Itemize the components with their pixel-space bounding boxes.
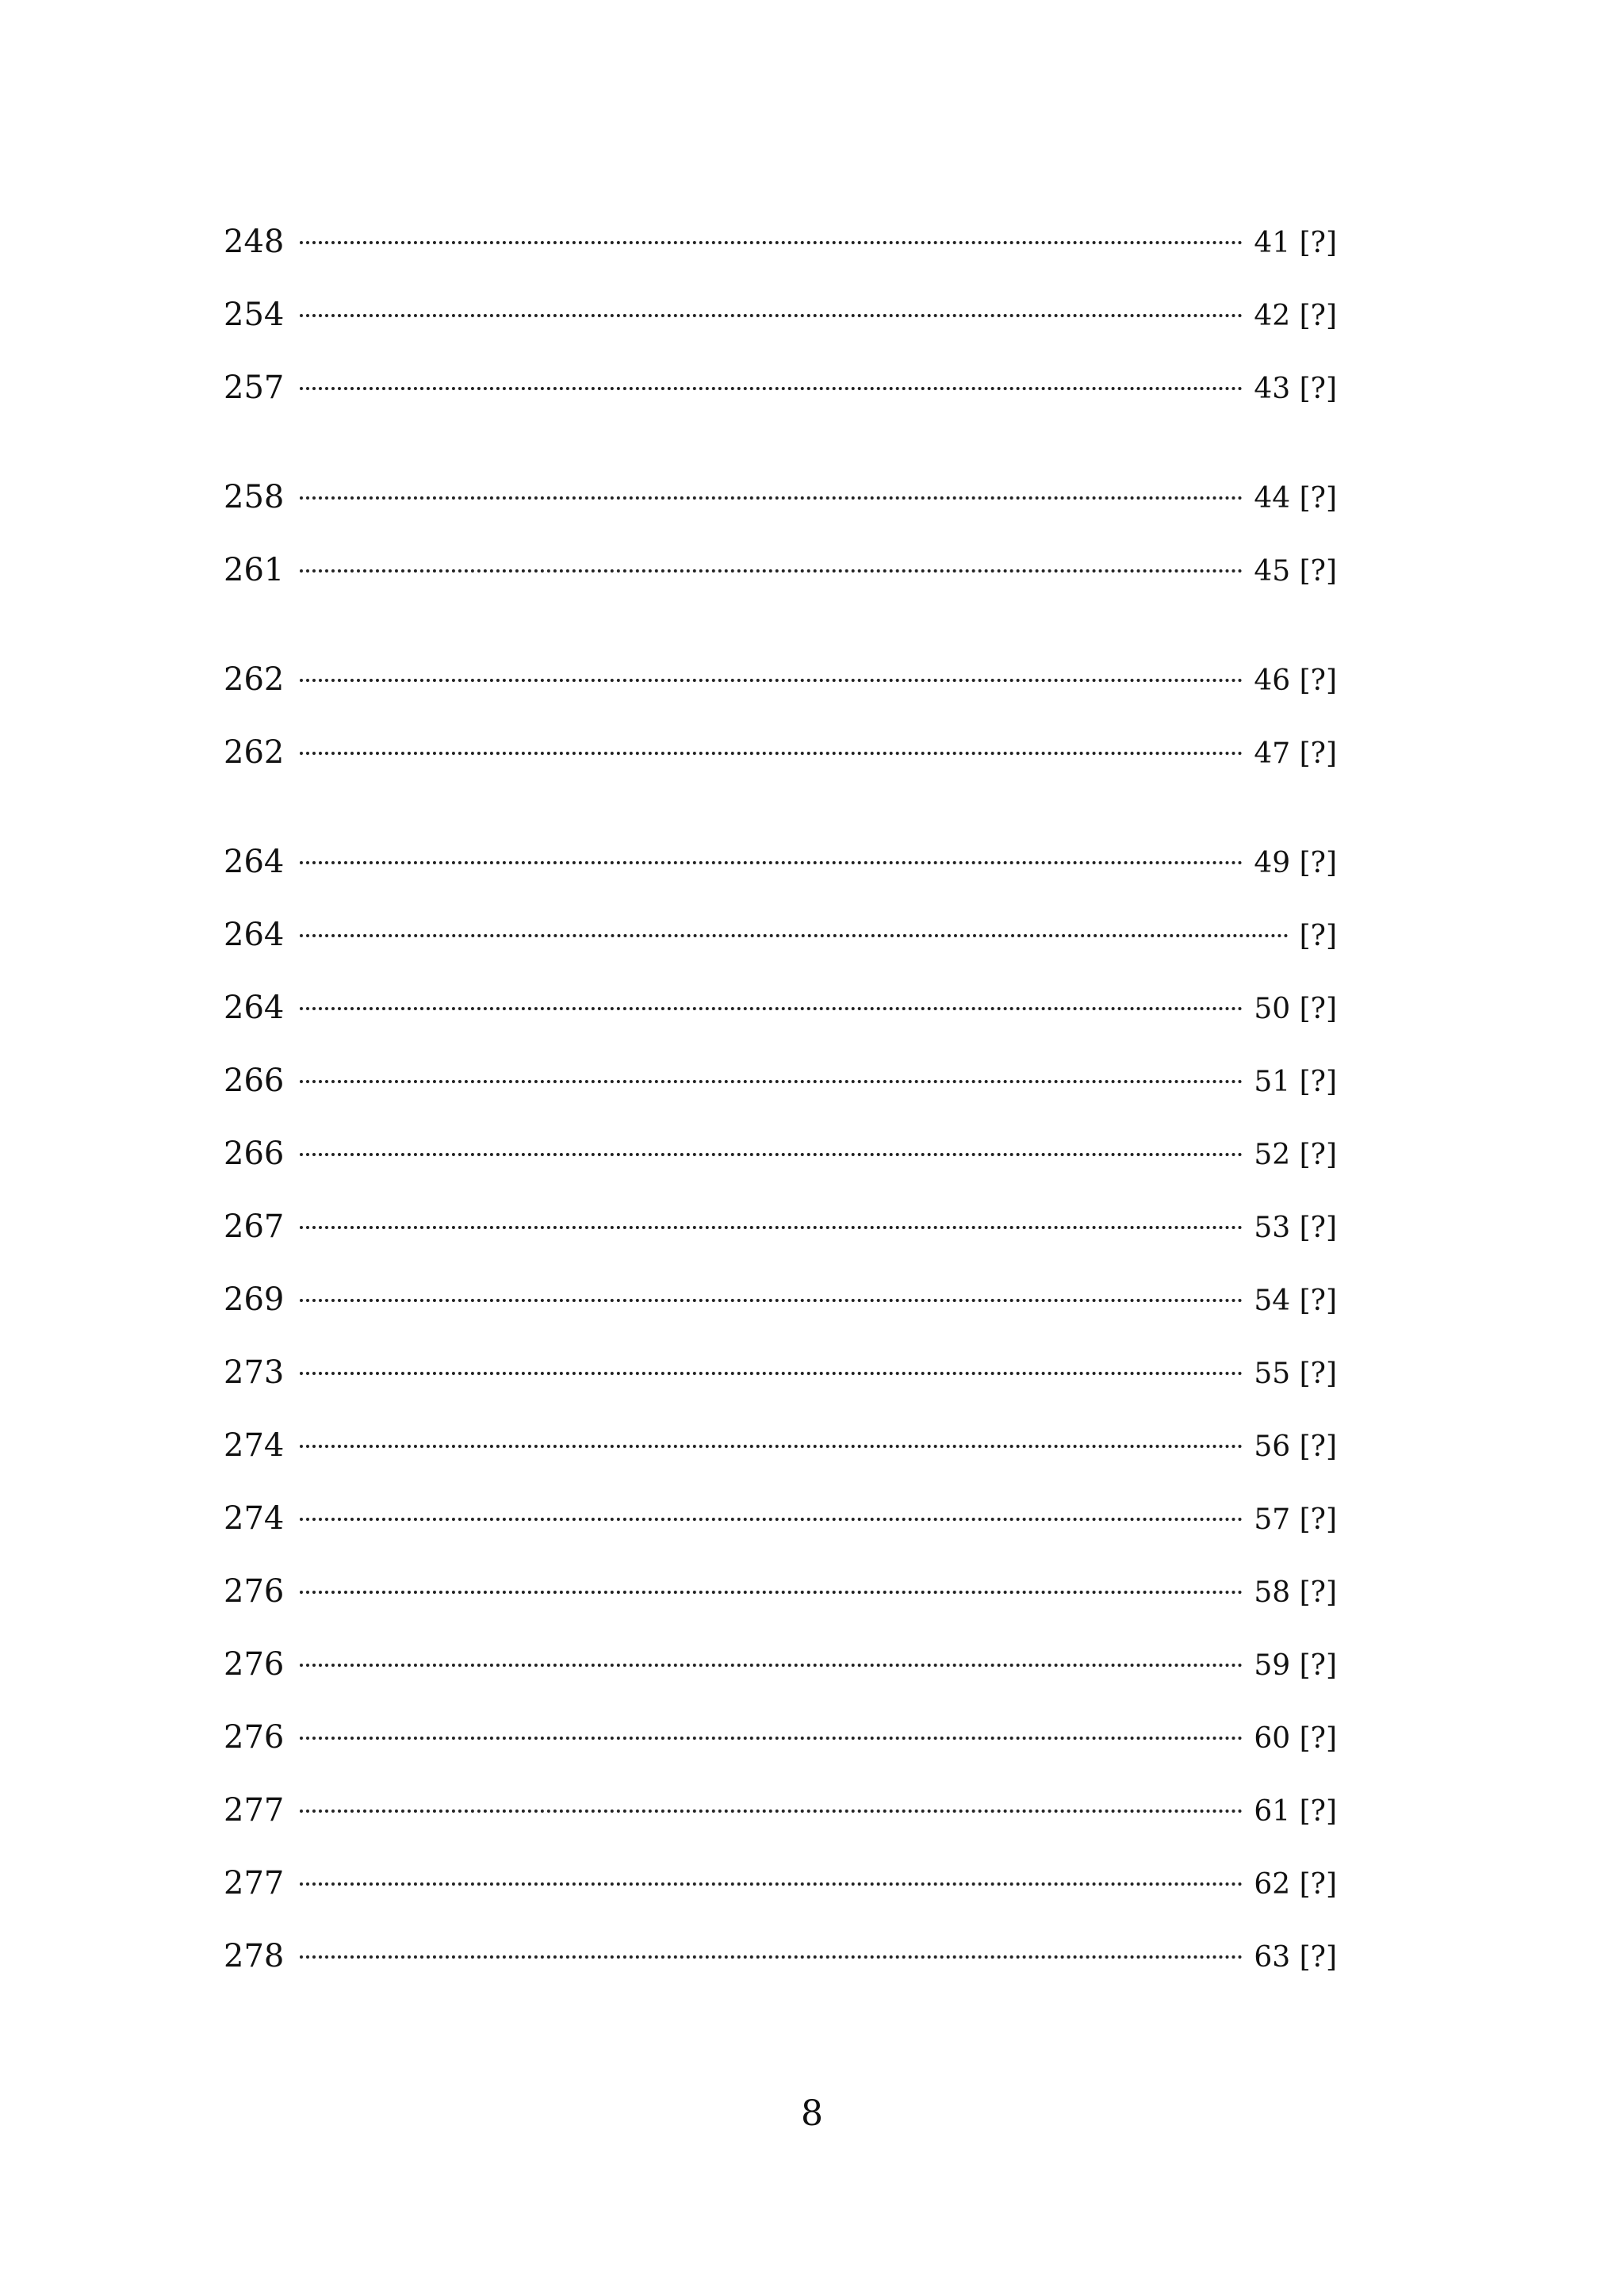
toc-page-number: 262: [224, 734, 285, 771]
toc-page-number: 274: [224, 1427, 285, 1464]
dot-leader: [300, 1664, 1243, 1667]
toc-entry-title: 46 [?]: [1254, 664, 1337, 697]
toc-page-number: 266: [224, 1063, 285, 1099]
toc-entry: [224, 978, 1337, 1051]
toc-page-number: 264: [224, 917, 285, 953]
toc-page-number: 264: [224, 844, 285, 880]
toc-entry: [224, 1708, 1337, 1781]
toc-entry: [224, 1781, 1337, 1854]
toc-entry-title: 47 [?]: [1254, 737, 1337, 770]
toc-entry: [224, 1927, 1337, 2000]
toc-page-number: 278: [224, 1938, 285, 1974]
toc-page-number: 248: [224, 224, 285, 260]
toc-entry: [224, 1051, 1337, 1124]
dot-leader: [300, 241, 1243, 244]
toc-page-number: 274: [224, 1500, 285, 1537]
toc-entry-title: 56 [?]: [1254, 1430, 1337, 1463]
dot-leader: [300, 679, 1243, 682]
toc-entry: [224, 1562, 1337, 1635]
toc-entry-title: 55 [?]: [1254, 1358, 1337, 1390]
toc-page-number: 276: [224, 1573, 285, 1610]
dot-leader: [300, 752, 1243, 755]
toc-entry-title: 57 [?]: [1254, 1503, 1337, 1536]
toc-page-number: 258: [224, 479, 285, 515]
toc-page-number: 277: [224, 1865, 285, 1901]
dot-leader: [300, 1153, 1243, 1156]
dot-leader: [300, 1882, 1243, 1886]
toc-entry: [224, 1197, 1337, 1270]
dot-leader: [300, 1737, 1243, 1740]
toc-page-number: 267: [224, 1208, 285, 1245]
toc-page-number: 276: [224, 1719, 285, 1756]
toc-entry: [224, 833, 1337, 906]
toc-entry: [224, 1124, 1337, 1197]
toc-entry-title: 45 [?]: [1254, 555, 1337, 588]
dot-leader: [300, 387, 1243, 390]
toc-entry-title: 61 [?]: [1254, 1795, 1337, 1828]
toc-entry-title: 54 [?]: [1254, 1285, 1337, 1317]
dot-leader: [300, 1955, 1243, 1959]
toc-entry-title: 60 [?]: [1254, 1722, 1337, 1755]
toc-page-number: 277: [224, 1792, 285, 1829]
toc-entry-title: 43 [?]: [1254, 373, 1337, 405]
toc-entry: [224, 1635, 1337, 1708]
toc-entry: [224, 906, 1337, 978]
dot-leader: [300, 314, 1243, 317]
toc-page-number: 266: [224, 1136, 285, 1172]
toc-entry: [224, 358, 1337, 468]
toc-entry-title: 53 [?]: [1254, 1212, 1337, 1244]
toc-entry: [224, 1416, 1337, 1489]
dot-leader: [300, 1591, 1243, 1594]
toc-entry: [224, 1489, 1337, 1562]
toc-entry-title: [?]: [1299, 920, 1337, 952]
toc-entry-title: 51 [?]: [1254, 1066, 1337, 1098]
toc-entry-title: 52 [?]: [1254, 1139, 1337, 1171]
toc-entry-title: 59 [?]: [1254, 1649, 1337, 1682]
toc-entry: [224, 1270, 1337, 1343]
page-number: 8: [801, 2093, 823, 2134]
toc-entry-title: 44 [?]: [1254, 482, 1337, 515]
toc-entry: [224, 1343, 1337, 1416]
toc-page-number: 261: [224, 552, 285, 588]
toc-entry: [224, 1854, 1337, 1927]
toc-page-number: 254: [224, 297, 285, 333]
toc-entry-title: 58 [?]: [1254, 1576, 1337, 1609]
toc-entry-title: 50 [?]: [1254, 993, 1337, 1025]
dot-leader: [300, 1007, 1243, 1010]
toc-entry: [224, 723, 1337, 833]
toc-page-number: 273: [224, 1354, 285, 1391]
toc-page-number: 264: [224, 990, 285, 1026]
dot-leader: [300, 1518, 1243, 1521]
toc-entry-title: 41 [?]: [1254, 227, 1337, 259]
toc-entry-title: 49 [?]: [1254, 847, 1337, 879]
toc-page-number: 269: [224, 1281, 285, 1318]
toc-page-number: 257: [224, 370, 285, 406]
dot-leader: [300, 569, 1243, 573]
dot-leader: [300, 1080, 1243, 1083]
dot-leader: [300, 934, 1289, 937]
toc-entry: [224, 213, 1337, 285]
dot-leader: [300, 496, 1243, 500]
toc-entry: [224, 468, 1337, 541]
toc-entry-title: 62 [?]: [1254, 1868, 1337, 1901]
toc-page-number: 276: [224, 1646, 285, 1683]
toc-entry-title: 42 [?]: [1254, 300, 1337, 332]
toc-entry-title: 63 [?]: [1254, 1941, 1337, 1974]
dot-leader: [300, 861, 1243, 864]
dot-leader: [300, 1372, 1243, 1375]
toc-entry: [224, 541, 1337, 650]
toc-entry: [224, 285, 1337, 358]
dot-leader: [300, 1226, 1243, 1229]
table-of-contents: [224, 213, 1337, 2000]
dot-leader: [300, 1810, 1243, 1813]
toc-page-number: 262: [224, 661, 285, 698]
toc-entry: [224, 650, 1337, 723]
dot-leader: [300, 1299, 1243, 1302]
dot-leader: [300, 1445, 1243, 1448]
